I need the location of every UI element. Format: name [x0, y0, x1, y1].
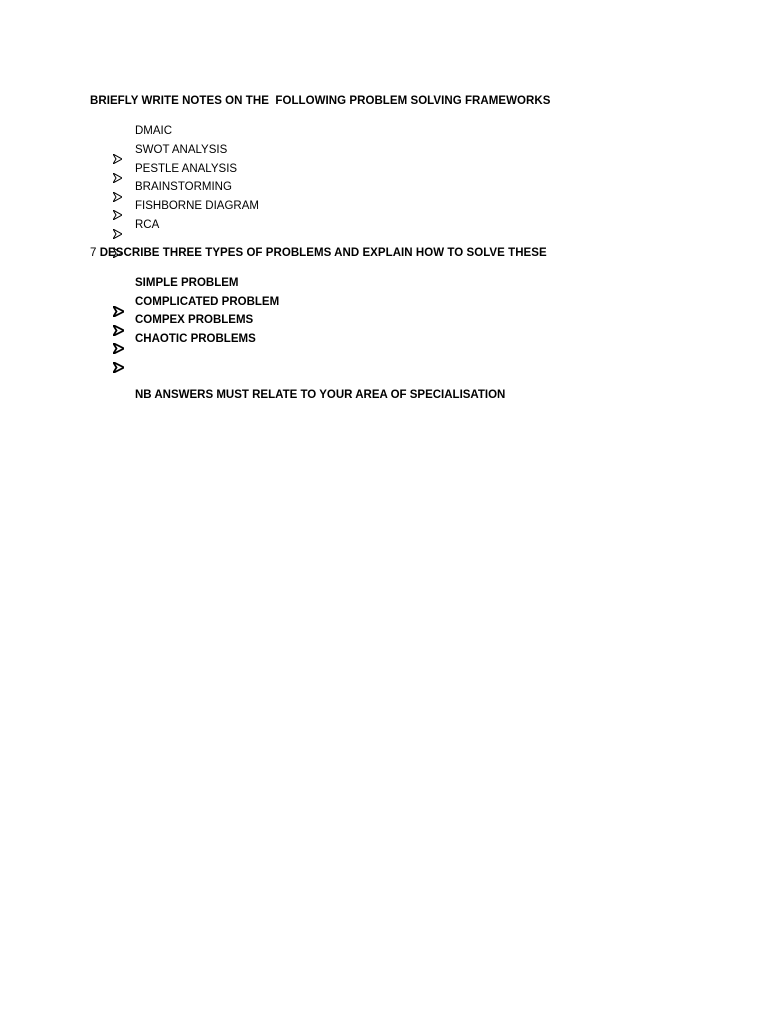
list-item	[113, 332, 279, 351]
nb-note: NB ANSWERS MUST RELATE TO YOUR AREA OF SPECIALISATION	[135, 389, 506, 401]
list-item-label: DMAIC	[135, 125, 173, 137]
list-item	[113, 199, 259, 218]
arrowhead-bullet-icon	[113, 332, 135, 401]
list-item	[113, 295, 279, 314]
list-item	[113, 162, 259, 181]
problem-types-list	[113, 276, 279, 350]
list-item	[113, 143, 259, 162]
question-number: 7	[90, 247, 97, 259]
frameworks-list	[113, 124, 259, 237]
list-item-label: COMPEX PROBLEMS	[135, 314, 254, 327]
section1-heading: BRIEFLY WRITE NOTES ON THE FOLLOWING PROBLEM SOLVING FRAMEWORKS	[90, 95, 551, 107]
list-item	[113, 124, 259, 143]
list-item	[113, 276, 279, 295]
list-item	[113, 313, 279, 332]
list-item-label: SWOT ANALYSIS	[135, 143, 228, 156]
list-item-label: SIMPLE PROBLEM	[135, 277, 239, 289]
list-item-label: PESTLE ANALYSIS	[135, 162, 238, 175]
list-item	[113, 218, 259, 237]
section2-heading	[90, 247, 547, 259]
list-item-label: BRAINSTORMING	[135, 181, 232, 194]
list-item	[113, 180, 259, 199]
section2-heading-text: DESCRIBE THREE TYPES OF PROBLEMS AND EXPLAIN HOW TO SOLVE THESE	[96, 247, 547, 259]
list-item-label: FISHBORNE DIAGRAM	[135, 200, 259, 213]
list-item-label: COMPLICATED PROBLEM	[135, 295, 280, 308]
list-item-label: RCA	[135, 218, 160, 231]
list-item-label: CHAOTIC PROBLEMS	[135, 332, 256, 345]
